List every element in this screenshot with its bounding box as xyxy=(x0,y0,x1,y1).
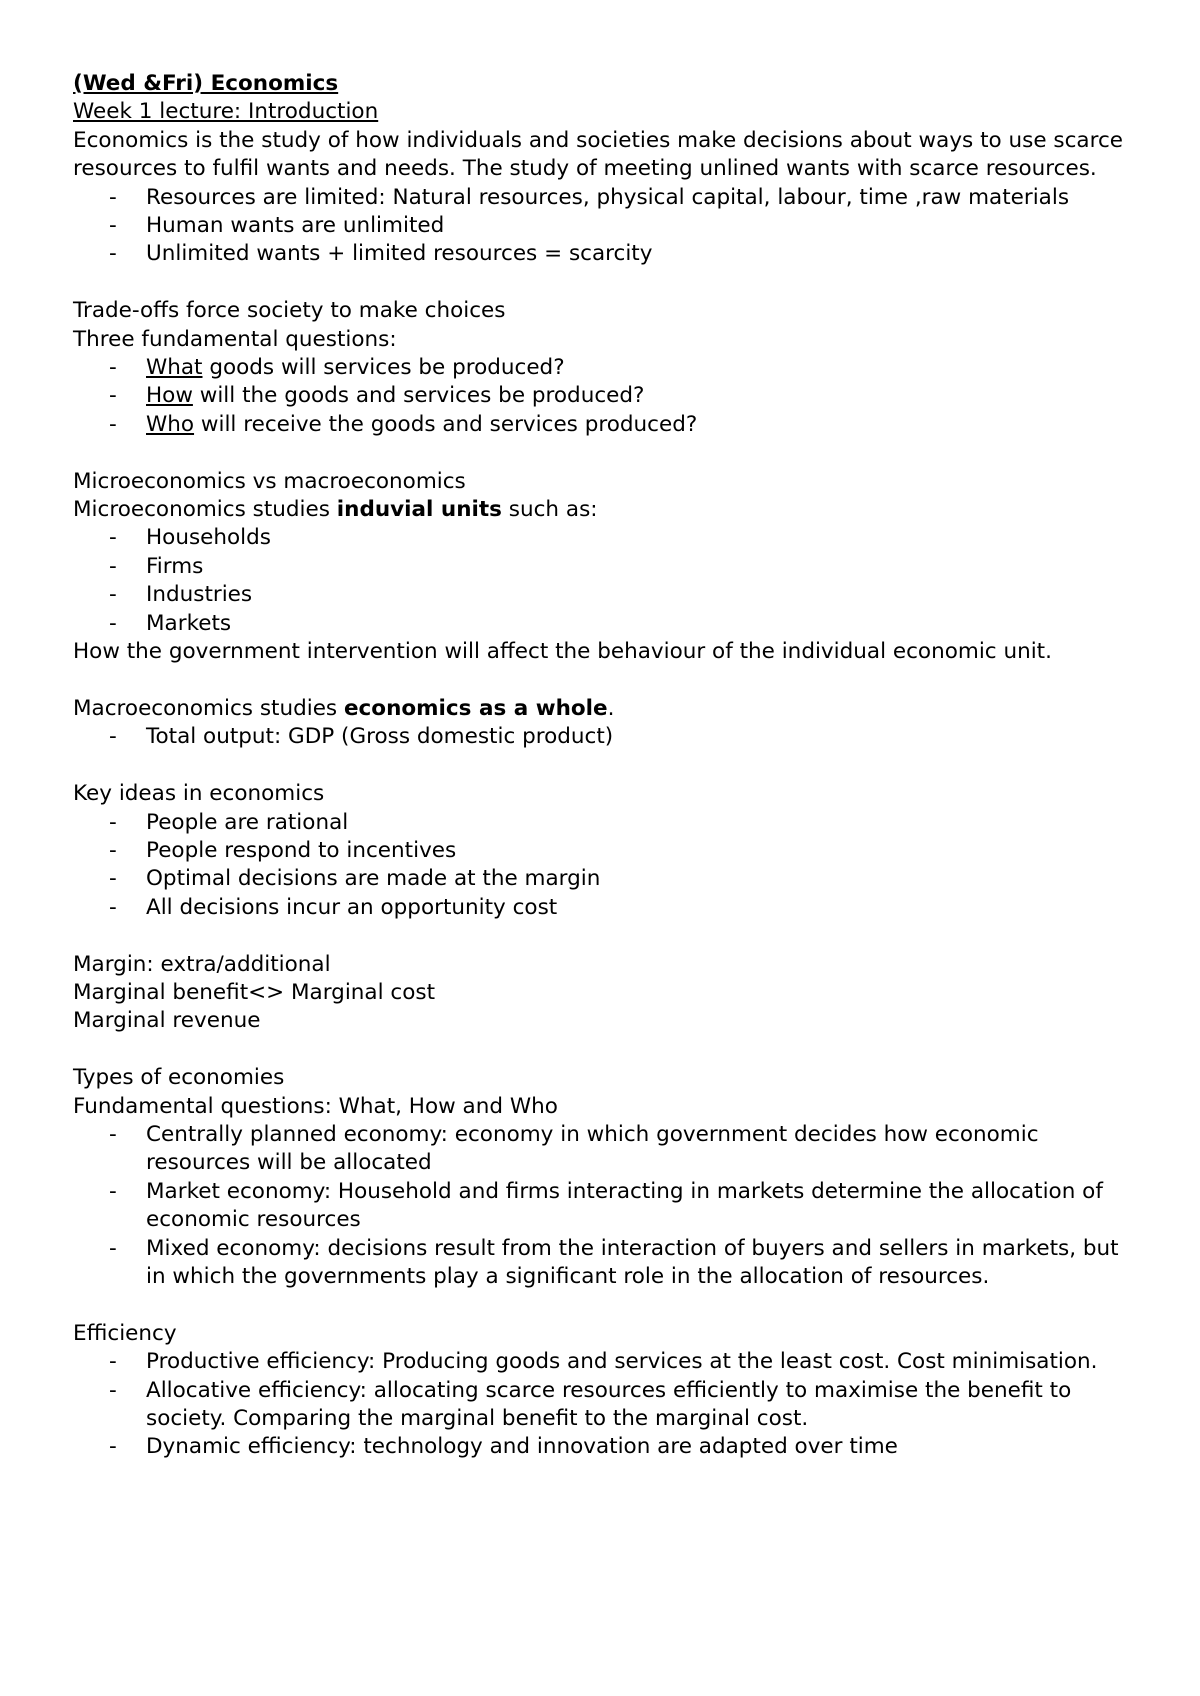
dash-bullet: - xyxy=(109,553,117,579)
list-item xyxy=(109,524,1140,552)
questions-list xyxy=(73,354,1140,439)
intro-paragraph: Economics is the study of how individuals and societies make decisions about ways to use scarce resources to fulfil wants and needs. The study of meeting unlined wants with scarce resources. xyxy=(73,127,1123,182)
list-item xyxy=(109,240,1140,268)
list-item xyxy=(109,553,1140,581)
list-item xyxy=(109,1235,1140,1292)
macro-list xyxy=(73,723,1140,751)
dash-bullet: - xyxy=(109,1349,117,1375)
list-item xyxy=(109,354,1140,382)
list-item-text: People are rational xyxy=(146,809,349,835)
list-item xyxy=(109,865,1140,893)
list-item xyxy=(109,837,1140,865)
government-intervention-line: How the government intervention will affect the behaviour of the individual economic unit. xyxy=(73,639,1052,665)
efficiency-list xyxy=(73,1348,1140,1462)
dash-bullet: - xyxy=(109,1121,117,1147)
scarcity-list xyxy=(73,184,1140,269)
dash-bullet: - xyxy=(109,894,117,920)
list-item-text: Allocative efficiency: allocating scarce resources efficiently to maximise the benefit to society. Comparing the marginal benefit to the marginal cost. xyxy=(146,1377,1072,1431)
question-text: will receive the goods and services produced? xyxy=(194,411,698,437)
dash-bullet: - xyxy=(109,184,117,210)
lecture-subtitle: Week 1 lecture: Introduction xyxy=(73,99,379,125)
spacer xyxy=(73,269,1140,297)
dash-bullet: - xyxy=(109,724,117,750)
list-item-text: Resources are limited: Natural resources, physical capital, labour, time ,raw materials xyxy=(146,184,1070,210)
list-item-text: Markets xyxy=(146,610,232,636)
list-item-text: Total output: GDP (Gross domestic product) xyxy=(146,724,614,750)
dash-bullet: - xyxy=(109,837,117,863)
list-item xyxy=(109,1121,1140,1178)
list-item-text: Market economy: Household and firms interacting in markets determine the allocation of economic resources xyxy=(146,1178,1103,1233)
question-text: goods will services be produced? xyxy=(202,355,565,381)
dash-bullet: - xyxy=(109,1235,117,1261)
list-item-text: Unlimited wants + limited resources = scarcity xyxy=(146,241,653,267)
spacer xyxy=(73,1291,1140,1319)
list-item-text: Optimal decisions are made at the margin xyxy=(146,866,601,892)
dash-bullet: - xyxy=(109,610,117,636)
list-item xyxy=(109,894,1140,922)
dash-bullet: - xyxy=(109,355,117,381)
marginal-benefit-line: Marginal benefit<> Marginal cost xyxy=(73,979,436,1005)
dash-bullet: - xyxy=(109,383,117,409)
dash-bullet: - xyxy=(109,866,117,892)
economy-types-list xyxy=(73,1121,1140,1291)
macro-text: Macroeconomics studies xyxy=(73,695,344,721)
list-item xyxy=(109,1433,1140,1461)
tradeoffs-line: Trade-offs force society to make choices xyxy=(73,298,506,324)
dash-bullet: - xyxy=(109,525,117,551)
list-item-text: People respond to incentives xyxy=(146,837,457,863)
types-of-economies-heading: Types of economies xyxy=(73,1065,285,1091)
margin-line: Margin: extra/additional xyxy=(73,951,331,977)
spacer xyxy=(73,667,1140,695)
micro-emphasis: induvial units xyxy=(336,497,502,523)
list-item xyxy=(109,411,1140,439)
list-item xyxy=(109,723,1140,751)
list-item-text: Firms xyxy=(146,553,204,579)
list-item-text: Centrally planned economy: economy in which government decides how economic resources will be allocated xyxy=(146,1121,1039,1176)
dash-bullet: - xyxy=(109,213,117,239)
dash-bullet: - xyxy=(109,1178,117,1204)
fundamental-questions-line: Fundamental questions: What, How and Who xyxy=(73,1093,558,1119)
document-title: (Wed &Fri) Economics xyxy=(73,71,339,96)
micro-text: Microeconomics studies xyxy=(73,497,337,523)
question-keyword: Who xyxy=(146,411,195,437)
spacer xyxy=(73,1036,1140,1064)
list-item-text: All decisions incur an opportunity cost xyxy=(146,894,558,920)
dash-bullet: - xyxy=(109,241,117,267)
three-questions-heading: Three fundamental questions: xyxy=(73,326,397,352)
macro-emphasis: economics as a whole xyxy=(343,695,608,721)
dash-bullet: - xyxy=(109,1434,117,1460)
list-item xyxy=(109,382,1140,410)
list-item xyxy=(109,1377,1140,1434)
question-keyword: What xyxy=(146,355,203,381)
list-item xyxy=(109,1348,1140,1376)
list-item-text: Dynamic efficiency: technology and innovation are adapted over time xyxy=(146,1434,898,1460)
list-item xyxy=(109,581,1140,609)
spacer xyxy=(73,439,1140,467)
efficiency-heading: Efficiency xyxy=(73,1320,177,1346)
micro-text-end: such as: xyxy=(501,497,598,523)
key-ideas-heading: Key ideas in economics xyxy=(73,781,325,807)
marginal-revenue-line: Marginal revenue xyxy=(73,1008,261,1034)
question-keyword: How xyxy=(146,383,193,409)
list-item-text: Human wants are unlimited xyxy=(146,213,445,239)
list-item-text: Productive efficiency: Producing goods and services at the least cost. Cost minimisation. xyxy=(146,1349,1098,1375)
list-item xyxy=(109,184,1140,212)
spacer xyxy=(73,752,1140,780)
list-item xyxy=(109,809,1140,837)
dash-bullet: - xyxy=(109,582,117,608)
macro-text-end: . xyxy=(607,695,615,721)
dash-bullet: - xyxy=(109,1377,117,1403)
micro-vs-macro-heading: Microeconomics vs macroeconomics xyxy=(73,468,466,494)
list-item-text: Industries xyxy=(146,582,253,608)
question-text: will the goods and services be produced? xyxy=(192,383,645,409)
key-ideas-list xyxy=(73,809,1140,923)
micro-units-list xyxy=(73,524,1140,638)
macro-definition xyxy=(73,695,1140,723)
list-item xyxy=(109,1178,1140,1235)
list-item xyxy=(109,212,1140,240)
micro-definition xyxy=(73,496,1140,524)
list-item-text: Mixed economy: decisions result from the interaction of buyers and sellers in markets, but in which the governments play a significant role in the allocation of resources. xyxy=(146,1235,1119,1289)
spacer xyxy=(73,922,1140,950)
list-item-text: Households xyxy=(146,525,271,551)
dash-bullet: - xyxy=(109,809,117,835)
list-item xyxy=(109,610,1140,638)
dash-bullet: - xyxy=(109,411,117,437)
